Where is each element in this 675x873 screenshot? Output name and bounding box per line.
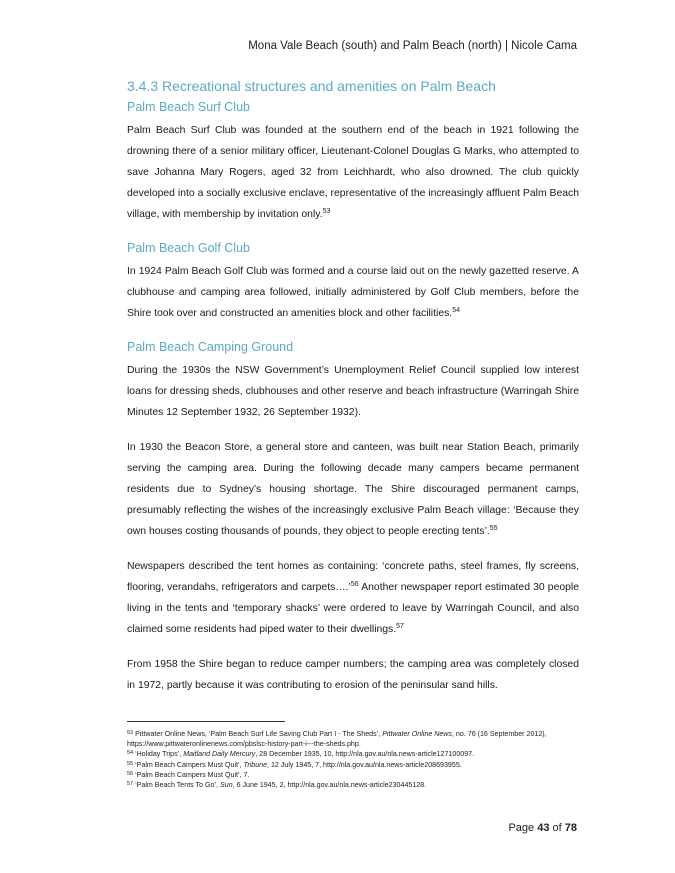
paragraph-camping-2: [127, 437, 579, 542]
footnote-publication: Pittwater Online News: [382, 730, 452, 738]
paragraph-text: Palm Beach Surf Club was founded at the southern end of the beach in 1921 following the drowning there of a senior military officer, Lieutenant-Colonel Douglas G Marks, who attempted to save Johanna Mary Rogers, aged 32 from Leichhardt, who also drowned. The club quickly developed into a socially exclusive enclave, representative of the increasingly affluent Palm Beach village, with membership by invitation only.: [127, 125, 579, 220]
footnote-ref[interactable]: 55: [489, 525, 498, 532]
footnote-separator: [127, 721, 285, 722]
footnote-54: [127, 749, 582, 759]
page-footer: [508, 822, 577, 834]
footnote-ref[interactable]: 56: [350, 581, 359, 588]
paragraph-camping-4: From 1958 the Shire began to reduce camper numbers; the camping area was completely closed in 1972, partly because it was contributing to erosion of the peninsular sand hills.: [127, 659, 579, 691]
footnote-publication: Tribune: [243, 760, 268, 769]
paragraph-surf-club: [127, 120, 579, 225]
paragraph-text: In 1930 the Beacon Store, a general store and canteen, was built near Station Beach, primarily serving the camping area. During the following decade many campers became permanent residents due to Sydney’s housing shortage. The Shire discouraged permanent camps, presumably reflecting the wishes of the increasingly exclusive Palm Beach village: ‘Because they own houses costing thousands of pounds, they object to people erecting tents’.: [127, 442, 579, 537]
footnote-publication: Sun: [220, 781, 233, 790]
footnote-56: [127, 770, 582, 780]
footnote-text: ‘Palm Beach Campers Must Quit’, 7.: [133, 770, 250, 779]
paragraph-text: In 1924 Palm Beach Golf Club was formed and a course laid out on the newly gazetted reserve. A clubhouse and camping area followed, initially administered by Golf Club members, before the Shire took over and constructed an amenities block and other facilities.: [127, 266, 579, 319]
footnote-number: 53: [127, 730, 134, 736]
heading-camping-ground: Palm Beach Camping Ground: [127, 340, 294, 354]
footnote-53: [127, 729, 582, 749]
footnote-text: , 6 June 1945, 2, http://nla.gov.au/nla.news-article230445128.: [232, 781, 427, 790]
footnote-text: ‘Palm Beach Campers Must Quit’,: [133, 760, 244, 769]
footnote-ref[interactable]: 53: [322, 208, 331, 215]
section-title: 3.4.3 Recreational structures and amenities on Palm Beach: [127, 78, 496, 94]
paragraph-camping-3: [127, 556, 579, 640]
footnote-number: 55: [127, 760, 134, 767]
footnote-number: 57: [127, 781, 134, 788]
heading-golf-club: Palm Beach Golf Club: [127, 241, 250, 255]
footnote-55: [127, 760, 582, 770]
paragraph-camping-1: During the 1930s the NSW Government’s Unemployment Relief Council supplied low interest loans for dressing sheds, clubhouses and other reserve and beach infrastructure (Warringah Shire Minutes 12 September 1932, 26 September 1932).: [127, 365, 579, 418]
footnote-ref[interactable]: 54: [452, 307, 460, 314]
page-of-label: of: [549, 822, 565, 834]
paragraph-text: Another newspaper report estimated 30 people living in the tents and ‘temporary shacks’ were ordered to leave by Warringah Council, and also claimed some residents had piped water to their dwellings.: [127, 582, 579, 635]
heading-surf-club: Palm Beach Surf Club: [127, 100, 250, 114]
footnote-text: ‘Palm Beach Tents To Go’,: [133, 781, 221, 790]
footnote-number: 54: [127, 750, 134, 757]
running-header: Mona Vale Beach (south) and Palm Beach (north) | Nicole Cama: [248, 40, 577, 52]
footnotes: [127, 729, 582, 790]
page-label: Page: [508, 822, 538, 834]
footnote-number: 56: [127, 770, 134, 777]
footnote-text: , no. 76 (16 September 2012), https://www.pittwateronlinenews.com/pbslsc-history-part-i---the-sheds.php.: [127, 730, 547, 749]
footnote-text: , 12 July 1945, 7, http://nla.gov.au/nla.news-article208693955.: [267, 760, 462, 769]
footnote-text: Pittwater Online News, ‘Palm Beach Surf Life Saving Club Part I - The Sheds’,: [133, 730, 383, 738]
footnote-text: ‘Holiday Trips’,: [133, 750, 184, 759]
page-number: 43: [537, 822, 550, 834]
footnote-ref[interactable]: 57: [396, 623, 404, 630]
footnote-publication: Maitland Daily Mercury: [183, 750, 256, 759]
footnote-text: , 28 December 1935, 10, http://nla.gov.au/nla.news-article127100097.: [255, 750, 475, 759]
footnote-57: [127, 780, 582, 790]
paragraph-golf-club: [127, 261, 579, 324]
page-content: [127, 78, 579, 710]
paragraph-text: Newspapers described the tent homes as containing: ‘concrete paths, steel frames, fly screens, flooring, verandahs, refrigerators and carpets….’: [127, 561, 579, 593]
page-total: 78: [564, 822, 577, 834]
